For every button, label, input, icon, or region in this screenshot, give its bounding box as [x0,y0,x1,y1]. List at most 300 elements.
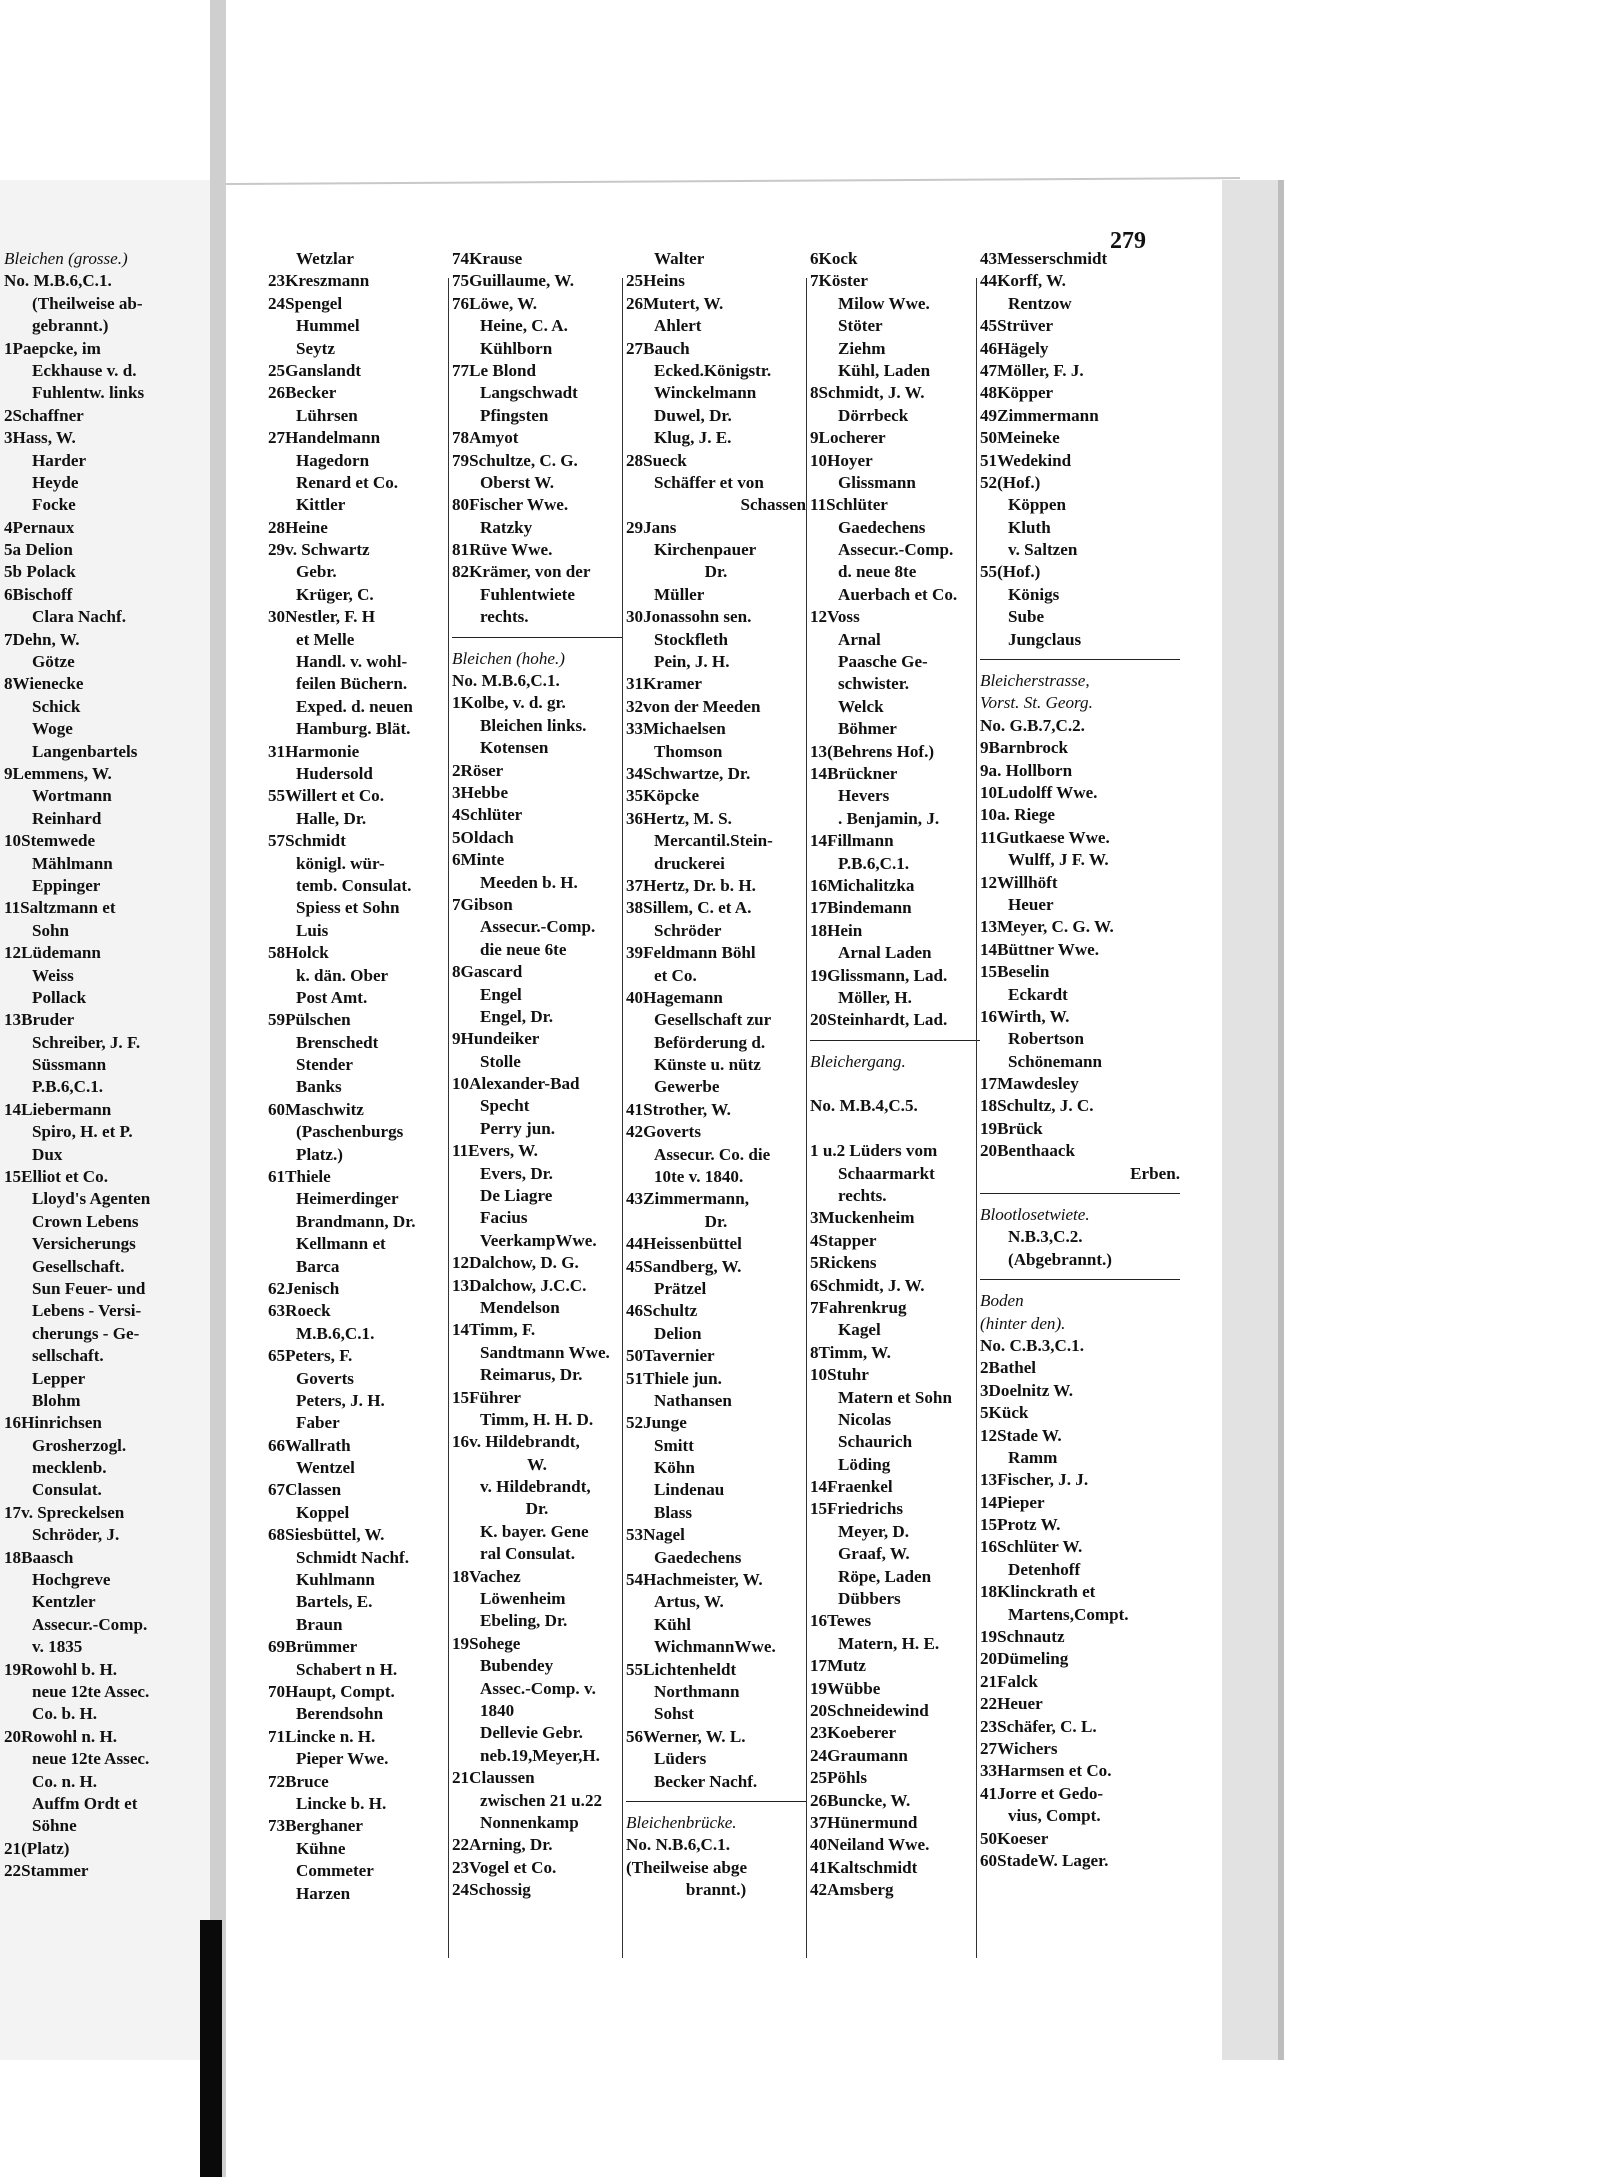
directory-entry: M.B.6,C.1. [296,1323,375,1343]
directory-entry: Böhmer [838,719,897,739]
directory-entry: 11Gutkaese Wwe. [980,827,1110,847]
directory-entry: Eckardt [1008,984,1068,1004]
directory-entry: Focke [32,495,76,515]
directory-entry: (Abgebrannt.) [1008,1249,1112,1269]
directory-entry: 21(Platz) [4,1838,70,1858]
directory-entry: Lüders [654,1749,707,1769]
directory-entry: Milow Wwe. [838,293,930,313]
directory-entry: 75Guillaume, W. [452,271,575,291]
directory-entry: Graaf, W. [838,1544,910,1564]
directory-entry: 3Muckenheim [810,1208,915,1228]
street-heading: Bleichen (grosse.) [4,249,128,268]
directory-entry: 20Rowohl n. H. [4,1726,118,1746]
directory-entry: Kuhlmann [296,1570,375,1590]
directory-entry: 2Schaffner [4,405,84,425]
directory-entry: Hummel [296,316,360,336]
directory-entry: 40Hagemann [626,987,723,1007]
directory-entry: 10Alexander-Bad [452,1074,580,1094]
directory-entry: Auerbach et Co. [838,584,958,604]
directory-entry: VeerkampWwe. [480,1230,597,1250]
directory-entry: P.B.6,C.1. [838,853,910,873]
directory-entry: Thomson [654,741,723,761]
directory-entry: 18Hein [810,920,863,940]
directory-entry: Robertson [1008,1029,1084,1049]
directory-entry: Peters, J. H. [296,1390,385,1410]
directory-entry: Platz.) [296,1144,343,1164]
directory-entry: 41Jorre et Gedo- [980,1783,1104,1803]
directory-entry: 6Bischoff [4,584,73,604]
directory-entry: 5Kück [980,1403,1029,1423]
street-heading: Bleichergang. [810,1051,906,1071]
directory-entry: Schaurich [838,1432,913,1452]
directory-entry: Müller [654,584,705,604]
column-e [810,248,980,1902]
directory-entry: Stender [296,1055,353,1075]
directory-entry: Spiro, H. et P. [32,1122,133,1142]
directory-entry: Berendsohn [296,1704,384,1724]
directory-entry: 79Schultze, C. G. [452,450,578,470]
directory-entry: Becker Nachf. [654,1771,758,1791]
directory-entry: Süssmann [32,1055,107,1075]
directory-entry: 82Krämer, von der [452,562,591,582]
directory-entry: neb.19,Meyer,H. [480,1745,600,1765]
page-outer-edge [1278,180,1284,2060]
directory-entry: 13Meyer, C. G. W. [980,917,1114,937]
directory-entry: 5Oldach [452,827,514,847]
directory-entry: Kühne [296,1838,346,1858]
street-heading: (hinter den). [980,1313,1066,1333]
directory-entry: Langenbartels [32,741,138,761]
directory-entry: 17v. Spreckelsen [4,1502,125,1522]
directory-entry: Assec.-Comp. v. [480,1678,596,1698]
directory-entry: 14Pieper [980,1492,1045,1512]
directory-entry: Crown Lebens [32,1211,139,1231]
directory-entry: 6Minte [452,850,505,870]
section-rule [980,1279,1180,1290]
directory-entry: 14Fillmann [810,831,894,851]
directory-entry: Schröder [654,920,722,940]
directory-entry: 8Gascard [452,962,523,982]
column-b [268,248,448,1905]
directory-entry: Bartels, E. [296,1592,373,1612]
directory-entry: Sohst [654,1704,694,1724]
directory-entry: 60Maschwitz [268,1099,364,1119]
directory-entry: Grosherzogl. [32,1435,127,1455]
column-divider [806,278,807,1958]
directory-entry: Evers, Dr. [480,1163,553,1183]
directory-entry: 63Roeck [268,1301,331,1321]
column-divider [622,278,623,1958]
directory-entry: 19Sohege [452,1633,521,1653]
directory-entry: Gaedechens [654,1547,742,1567]
directory-entry: ral Consulat. [480,1544,575,1564]
directory-entry: 8Schmidt, J. W. [810,383,925,403]
directory-entry: 16Schlüter W. [980,1537,1083,1557]
directory-entry: 10a. Riege [980,805,1056,825]
directory-entry: temb. Consulat. [296,875,412,895]
directory-entry: Schaarmarkt [838,1163,935,1183]
directory-entry: 9Barnbrock [980,738,1069,758]
directory-entry: 78Amyot [452,428,519,448]
directory-entry: d. neue 8te [838,562,917,582]
directory-entry: Hochgreve [32,1570,111,1590]
directory-entry: Mendelson [480,1297,560,1317]
directory-entry: . Benjamin, J. [838,808,940,828]
directory-entry: Martens,Compt. [1008,1604,1129,1624]
directory-entry: 25Heins [626,271,685,291]
directory-entry: 46Schultz [626,1301,698,1321]
directory-entry: 55Lichtenheldt [626,1659,737,1679]
directory-entry: Klug, J. E. [654,428,732,448]
directory-entry: Specht [480,1096,530,1116]
directory-entry: 71Lincke n. H. [268,1726,376,1746]
directory-entry: 35Köpcke [626,786,700,806]
directory-entry: Seytz [296,338,335,358]
directory-entry: 13Bruder [4,1010,75,1030]
section-rule [980,659,1180,670]
directory-entry: Schreiber, J. F. [32,1032,141,1052]
directory-entry: 14Timm, F. [452,1320,536,1340]
directory-entry: 18Vachez [452,1566,521,1586]
directory-entry: Kellmann et [296,1234,386,1254]
directory-entry: 16Hinrichsen [4,1413,102,1433]
directory-entry: No. M.B.6,C.1. [452,671,560,691]
directory-entry: 12Lüdemann [4,943,101,963]
directory-entry: 18Klinckrath et [980,1582,1096,1602]
directory-entry: 22Stammer [4,1861,89,1881]
directory-entry: 20Benthaack [980,1141,1075,1161]
directory-entry: Walter [654,249,705,268]
directory-entry: K. bayer. Gene [480,1521,589,1541]
directory-entry: feilen Büchern. [296,674,408,694]
directory-entry: Sube [1008,607,1045,627]
directory-entry: Löwenheim [480,1589,566,1609]
directory-entry: 1Paepcke, im [4,338,101,358]
directory-entry: Facius [480,1208,528,1228]
spine-gutter [210,0,226,2177]
directory-entry: No. C.B.3,C.1. [980,1335,1084,1355]
column-d [626,248,806,1902]
directory-entry: 59Pülschen [268,1010,351,1030]
directory-entry: 49Zimmermann [980,405,1099,425]
binding-strip [200,1920,222,2177]
directory-entry: Mählmann [32,853,113,873]
directory-entry: 76Löwe, W. [452,293,538,313]
directory-entry: 38Sillem, C. et A. [626,898,752,918]
directory-entry: Stöter [838,316,883,336]
directory-entry: Hevers [838,786,890,806]
directory-entry: Reimarus, Dr. [480,1365,583,1385]
directory-entry: Auffm Ordt et [32,1793,138,1813]
directory-entry: Lindenau [654,1480,725,1500]
directory-entry: brannt.) [685,1880,747,1900]
directory-entry: Pieper Wwe. [296,1749,389,1769]
directory-entry: Timm, H. H. D. [480,1409,594,1429]
directory-entry: 46Hägely [980,338,1049,358]
directory-entry: 23Vogel et Co. [452,1857,557,1877]
directory-entry: Arnal [838,629,881,649]
directory-entry: 16Michalitzka [810,875,915,895]
directory-entry: Dörrbeck [838,405,909,425]
directory-entry: Schabert n H. [296,1659,398,1679]
directory-entry: Langschwadt [480,383,578,403]
directory-entry: 13Dalchow, J.C.C. [452,1275,587,1295]
directory-entry: Exped. d. neuen [296,696,413,716]
directory-entry: Hamburg. Blät. [296,719,411,739]
directory-entry: 14Brückner [810,763,898,783]
right-page-margin-fold [1222,180,1282,2060]
directory-entry: WichmannWwe. [654,1637,776,1657]
section-rule [626,1801,806,1812]
directory-entry: Kirchenpauer [654,540,757,560]
directory-entry: Meeden b. H. [480,872,578,892]
directory-entry: 27Handelmann [268,428,381,448]
directory-entry: cherungs - Ge- [32,1323,140,1343]
directory-entry: 5b Polack [4,562,76,582]
directory-entry: Eppinger [32,875,101,895]
directory-entry: 12Dalchow, D. G. [452,1253,579,1273]
directory-entry: Lloyd's Agenten [32,1189,151,1209]
directory-entry: et Melle [296,629,355,649]
directory-entry: Northmann [654,1682,740,1701]
directory-entry: 51Thiele jun. [626,1368,722,1388]
directory-entry: Barca [296,1256,340,1276]
directory-entry: 23Koeberer [810,1723,897,1743]
directory-entry: Gesellschaft. [32,1256,125,1276]
directory-entry: 16Tewes [810,1611,872,1631]
directory-entry: Ecked.Königstr. [654,360,772,380]
directory-entry: 19Rowohl b. H. [4,1659,118,1679]
directory-entry: Wetzlar [296,249,354,268]
directory-entry: Delion [654,1323,702,1343]
street-heading: Bleichenbrücke. [626,1812,737,1832]
directory-entry: Künste u. nütz [654,1055,761,1075]
directory-entry: 24Graumann [810,1745,908,1765]
directory-entry: Dr. [704,562,728,582]
directory-entry: Oberst W. [480,472,555,492]
directory-entry: Lebens - Versi- [32,1301,142,1321]
directory-entry: 22Heuer [980,1694,1043,1714]
directory-entry: 11Schlüter [810,495,888,515]
directory-entry: Brandmann, Dr. [296,1211,416,1231]
directory-entry: Welck [838,696,884,716]
directory-entry: 80Fischer Wwe. [452,495,569,515]
directory-entry: 29Jans [626,517,677,537]
directory-entry: 67Classen [268,1480,342,1500]
directory-entry: mecklenb. [32,1458,107,1478]
directory-entry: 15Beselin [980,962,1050,982]
directory-entry: 50Meineke [980,428,1060,448]
directory-entry: Luis [296,920,329,940]
directory-entry: Reinhard [32,808,102,828]
directory-entry: No. N.B.6,C.1. [626,1835,730,1855]
directory-entry: Assecur.-Comp. [480,917,596,937]
directory-entry: 11Evers, W. [452,1141,538,1161]
directory-entry: Schäffer et von [654,472,764,492]
directory-entry: Ahlert [654,316,702,336]
directory-entry: No. M.B.4,C.5. [810,1096,918,1116]
directory-entry: Post Amt. [296,987,368,1007]
directory-entry: Nicolas [838,1409,892,1429]
directory-entry: Spiess et Sohn [296,898,400,918]
column-divider [448,278,449,1958]
directory-entry: 16v. Hildebrandt, [452,1432,580,1452]
directory-entry: Prätzel [654,1278,707,1298]
directory-entry: Heuer [1008,894,1054,914]
directory-entry [810,1073,980,1095]
column-f [980,248,1180,1872]
directory-entry: neue 12te Assec. [32,1749,150,1769]
directory-entry: 2Röser [452,760,504,780]
directory-entry: 30Nestler, F. H [268,607,375,627]
directory-entry: 17Bindemann [810,898,912,918]
directory-entry: 52Junge [626,1413,687,1433]
directory-entry: Löding [838,1454,891,1474]
directory-entry: Braun [296,1614,343,1634]
directory-entry: rechts. [480,607,529,627]
directory-entry: Kotensen [480,738,549,758]
directory-entry: 9Hundeiker [452,1029,540,1049]
directory-entry: Eckhause v. d. [32,360,137,380]
directory-entry: 55Willert et Co. [268,786,384,806]
directory-entry: Blass [654,1502,693,1522]
directory-entry: Heine, C. A. [480,316,568,336]
directory-entry: 26Buncke, W. [810,1790,911,1810]
directory-entry: 31Kramer [626,674,702,694]
directory-entry: 37Hünermund [810,1812,918,1832]
page-top-edge [226,178,1240,184]
directory-entry: 28Sueck [626,450,687,470]
directory-entry: Erben. [1130,1163,1180,1183]
directory-entry: Kittler [296,495,346,515]
directory-entry: 21Claussen [452,1768,535,1788]
directory-entry: W. [527,1454,547,1474]
directory-entry: 18Baasch [4,1547,74,1567]
directory-entry: k. dän. Ober [296,965,389,985]
street-heading: Vorst. St. Georg. [980,693,1093,713]
directory-entry: 4Stapper [810,1230,877,1250]
directory-entry: Schick [32,696,81,716]
directory-entry: 19Schnautz [980,1627,1065,1647]
directory-entry: 15Führer [452,1387,522,1407]
directory-entry: Hudersold [296,763,373,783]
directory-entry: P.B.6,C.1. [32,1077,104,1097]
directory-entry: 44Korff, W. [980,271,1066,291]
directory-entry: 12Stade W. [980,1425,1062,1445]
directory-entry: königl. wür- [296,853,385,873]
directory-entry: Goverts [296,1368,354,1388]
directory-entry: Kentzler [32,1592,96,1612]
directory-entry: Lührsen [296,405,358,425]
directory-entry: 70Haupt, Compt. [268,1682,395,1701]
directory-entry: zwischen 21 u.22 [480,1790,603,1810]
directory-entry: v. 1835 [32,1637,83,1657]
directory-entry: Heimerdinger [296,1189,399,1209]
directory-entry: 21Falck [980,1671,1038,1691]
directory-entry: 77Le Blond [452,360,537,380]
directory-entry: Gewerbe [654,1077,720,1097]
directory-entry: vius, Compt. [1008,1806,1101,1826]
directory-entry: Assecur.-Comp. [838,540,954,560]
directory-entry: Paasche Ge- [838,652,928,672]
directory-entry: die neue 6te [480,939,567,959]
directory-entry: 44Heissenbüttel [626,1234,742,1254]
directory-entry: 15Elliot et Co. [4,1167,108,1187]
directory-entry: Meyer, D. [838,1521,910,1541]
directory-entry: Kühlborn [480,338,553,358]
street-heading: Bleicherstrasse, [980,671,1090,691]
section-rule [810,1040,980,1051]
directory-entry: 24Spengel [268,293,343,313]
directory-entry: 48Köpper [980,383,1054,403]
directory-entry: 7Dehn, W. [4,629,80,649]
directory-entry: 33Harmsen et Co. [980,1761,1112,1781]
directory-entry: 16Wirth, W. [980,1006,1070,1026]
directory-entry: Renard et Co. [296,472,399,492]
directory-entry: Krüger, C. [296,584,374,604]
directory-entry: Sun Feuer- und [32,1278,146,1298]
directory-entry: et Co. [654,965,697,985]
directory-entry: Arnal Laden [838,943,932,963]
directory-entry: Dux [32,1144,63,1164]
directory-entry: 37Hertz, Dr. b. H. [626,875,756,895]
directory-entry: Stockfleth [654,629,729,649]
directory-entry: 17Mawdesley [980,1074,1079,1094]
section-rule [980,1193,1180,1204]
directory-entry: Pollack [32,987,87,1007]
directory-entry: 40Neiland Wwe. [810,1835,930,1855]
directory-entry: 4Pernaux [4,517,75,537]
directory-entry: Matern et Sohn [838,1387,952,1407]
directory-entry: schwister. [838,674,910,694]
directory-entry: 43Zimmermann, [626,1189,749,1209]
directory-entry: Woge [32,719,73,739]
directory-entry: Kühl [654,1614,692,1634]
directory-entry: Bleichen links. [480,715,587,735]
directory-entry: 57Schmidt [268,831,346,851]
directory-entry: 27Bauch [626,338,690,358]
directory-entry: Fuhlentw. links [32,383,145,403]
directory-entry: 55(Hof.) [980,562,1041,582]
directory-entry: 3Doelnitz W. [980,1380,1074,1400]
directory-entry: 7Fahrenkrug [810,1297,907,1317]
directory-entry: Königs [1008,584,1060,604]
directory-entry: Faber [296,1413,340,1433]
directory-entry: Gebr. [296,562,337,582]
directory-entry: Smitt [654,1435,694,1455]
directory-entry: 69Brümmer [268,1637,358,1657]
directory-entry: 14Liebermann [4,1099,112,1119]
directory-entry: Dübbers [838,1589,901,1609]
directory-entry: 56Werner, W. L. [626,1726,746,1746]
directory-entry: N.B.3,C.2. [1008,1227,1083,1247]
directory-entry: Wortmann [32,786,112,806]
directory-entry: Blohm [32,1390,81,1410]
directory-entry: Wulff, J F. W. [1008,850,1109,870]
directory-entry: (Paschenburgs [296,1122,404,1142]
directory-entry: Möller, H. [838,987,912,1007]
directory-entry: Pein, J. H. [654,652,730,672]
directory-entry: Brenschedt [296,1032,379,1052]
directory-entry: 50Koeser [980,1828,1049,1848]
directory-entry: 12Willhöft [980,872,1058,892]
directory-entry: v. Saltzen [1008,540,1078,560]
directory-entry: (Theilweise abge [626,1857,748,1877]
directory-entry: 24Schossig [452,1880,531,1900]
column-divider [976,278,977,1958]
directory-entry: 51Wedekind [980,450,1072,470]
directory-entry: Winckelmann [654,383,757,403]
